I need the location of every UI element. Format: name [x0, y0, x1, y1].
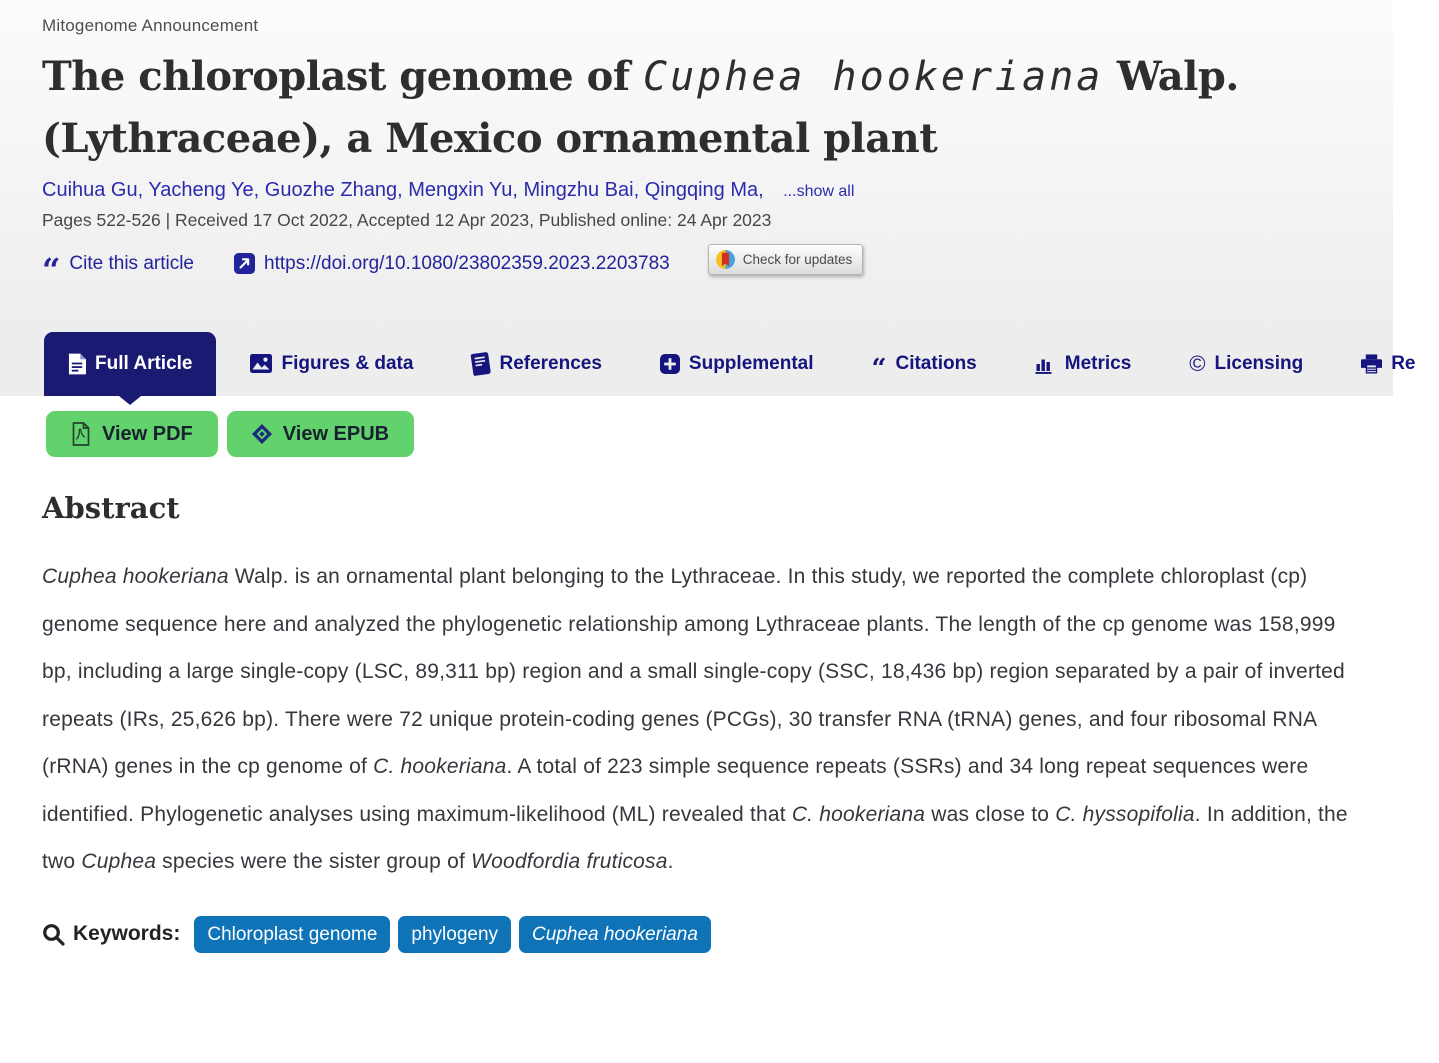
quote-icon: “ — [871, 353, 887, 384]
abstract-run: C. hookeriana — [373, 755, 507, 778]
tab-references[interactable] — [447, 331, 625, 396]
article-header — [0, 0, 1393, 331]
download-actions — [0, 396, 1393, 457]
cite-this-article-button[interactable] — [42, 250, 195, 289]
title-text-post: Walp. (Lythraceae), a Mexico ornamental plant — [42, 53, 1239, 162]
copyright-icon: © — [1189, 350, 1206, 376]
cite-row — [42, 250, 1363, 289]
check-updates-label: Check for updates — [742, 252, 853, 267]
author-link[interactable]: Guozhe Zhang, — [264, 179, 403, 201]
author-list — [42, 179, 1363, 202]
tab-licensing[interactable] — [1165, 331, 1327, 396]
cite-label: Cite this article — [69, 252, 195, 274]
author-link[interactable]: Yacheng Ye, — [148, 179, 260, 201]
abstract-run: C. hyssopifolia — [1055, 802, 1195, 826]
external-link-icon — [234, 253, 255, 274]
tab-figures-data[interactable] — [226, 331, 437, 396]
quote-icon: “ — [42, 250, 61, 289]
abstract-run: C. hookeriana — [791, 802, 926, 826]
view-epub-button[interactable] — [227, 411, 414, 457]
tab-label: Supplemental — [688, 352, 814, 374]
author-link[interactable]: Mingzhu Bai, — [523, 179, 640, 201]
tab-label: Re — [1391, 352, 1416, 374]
tab-citations[interactable] — [848, 331, 1001, 396]
view-pdf-button[interactable] — [46, 411, 218, 457]
keywords-label: Keywords: — [73, 922, 181, 945]
epub-icon — [252, 424, 272, 444]
document-icon — [68, 353, 86, 375]
abstract-run: . A total of 223 simple sequence repeats (SSRs) and 34 long repeat sequences were identified. Phylogenetic analyses using maximum-likelihood (ML) revealed that — [42, 755, 1309, 826]
tab-supplemental[interactable] — [636, 331, 838, 396]
abstract-run: species were the sister group of — [156, 850, 472, 873]
author-link[interactable]: Cuihua Gu, — [42, 179, 144, 201]
author-link[interactable]: Mengxin Yu, — [408, 179, 518, 201]
tab-label: Licensing — [1214, 352, 1304, 374]
show-all-authors-link[interactable]: ...show all — [783, 183, 855, 200]
abstract-run: . In addition, the two — [42, 802, 1348, 873]
doi-row — [234, 253, 670, 275]
abstract-run: Cuphea hookeriana — [42, 565, 229, 588]
tab-label: Metrics — [1064, 352, 1132, 374]
tab-label: Figures & data — [281, 352, 414, 374]
title-text-pre: The chloroplast genome of — [42, 53, 643, 100]
abstract-text — [42, 553, 1363, 886]
abstract-run: Woodfordia fruticosa — [471, 850, 668, 873]
view-pdf-label: View PDF — [102, 422, 193, 445]
abstract-run: was close to — [925, 802, 1056, 826]
view-epub-label: View EPUB — [282, 422, 390, 445]
keyword-pill[interactable]: phylogeny — [398, 916, 511, 953]
page-title — [42, 46, 1363, 170]
keywords-label-wrap — [42, 922, 180, 946]
article-meta-line: Pages 522-526 | Received 17 Oct 2022, Accepted 12 Apr 2023, Published online: 24 Apr 2023 — [42, 210, 772, 230]
tab-metrics[interactable] — [1011, 331, 1156, 396]
article-type-label: Mitogenome Announcement — [42, 16, 259, 35]
check-for-updates-badge[interactable] — [708, 244, 864, 275]
keywords-row — [42, 916, 1393, 953]
tab-label: References — [499, 352, 602, 374]
plus-square-icon — [660, 354, 680, 374]
search-icon — [42, 923, 65, 946]
keyword-pill[interactable]: Chloroplast genome — [194, 916, 390, 953]
book-icon — [470, 351, 492, 375]
figures-icon — [250, 354, 272, 373]
article-tab-bar — [0, 331, 1416, 396]
pdf-file-icon — [71, 422, 91, 446]
crossmark-icon — [715, 249, 736, 270]
keyword-pill[interactable]: Cuphea hookeriana — [519, 916, 711, 953]
author-link[interactable]: Qingqing Ma, — [644, 179, 764, 201]
tab-label: Full Article — [95, 353, 193, 374]
tab-label: Citations — [895, 352, 977, 374]
abstract-run: . — [667, 850, 674, 873]
tab-reprints[interactable] — [1337, 331, 1439, 396]
abstract-run: Walp. is an ornamental plant belonging to the Lythraceae. In this study, we reported the complete chloroplast (cp) genome sequence here and analyzed the phylogenetic relationship among Lythraceae plants. The length of the cp genome was 158,999 bp, including a large single-copy (LSC, 89,311 bp) region and a small single-copy (SSC, 18,436 bp) region separated by a pair of inverted repeats (IRs, 25,626 bp). There were 72 unique protein-coding genes (PCGs), 30 transfer RNA (tRNA) genes, and four ribosomal RNA (rRNA) genes in the cp genome of — [42, 565, 1345, 778]
bar-chart-icon — [1035, 354, 1056, 374]
tab-full-article[interactable] — [44, 332, 216, 396]
abstract-run: Cuphea — [81, 850, 157, 873]
doi-link[interactable]: https://doi.org/10.1080/23802359.2023.2203783 — [264, 252, 670, 274]
abstract-heading: Abstract — [42, 491, 180, 525]
title-species-name: Cuphea hookeriana — [642, 54, 1104, 100]
printer-icon — [1361, 354, 1382, 374]
